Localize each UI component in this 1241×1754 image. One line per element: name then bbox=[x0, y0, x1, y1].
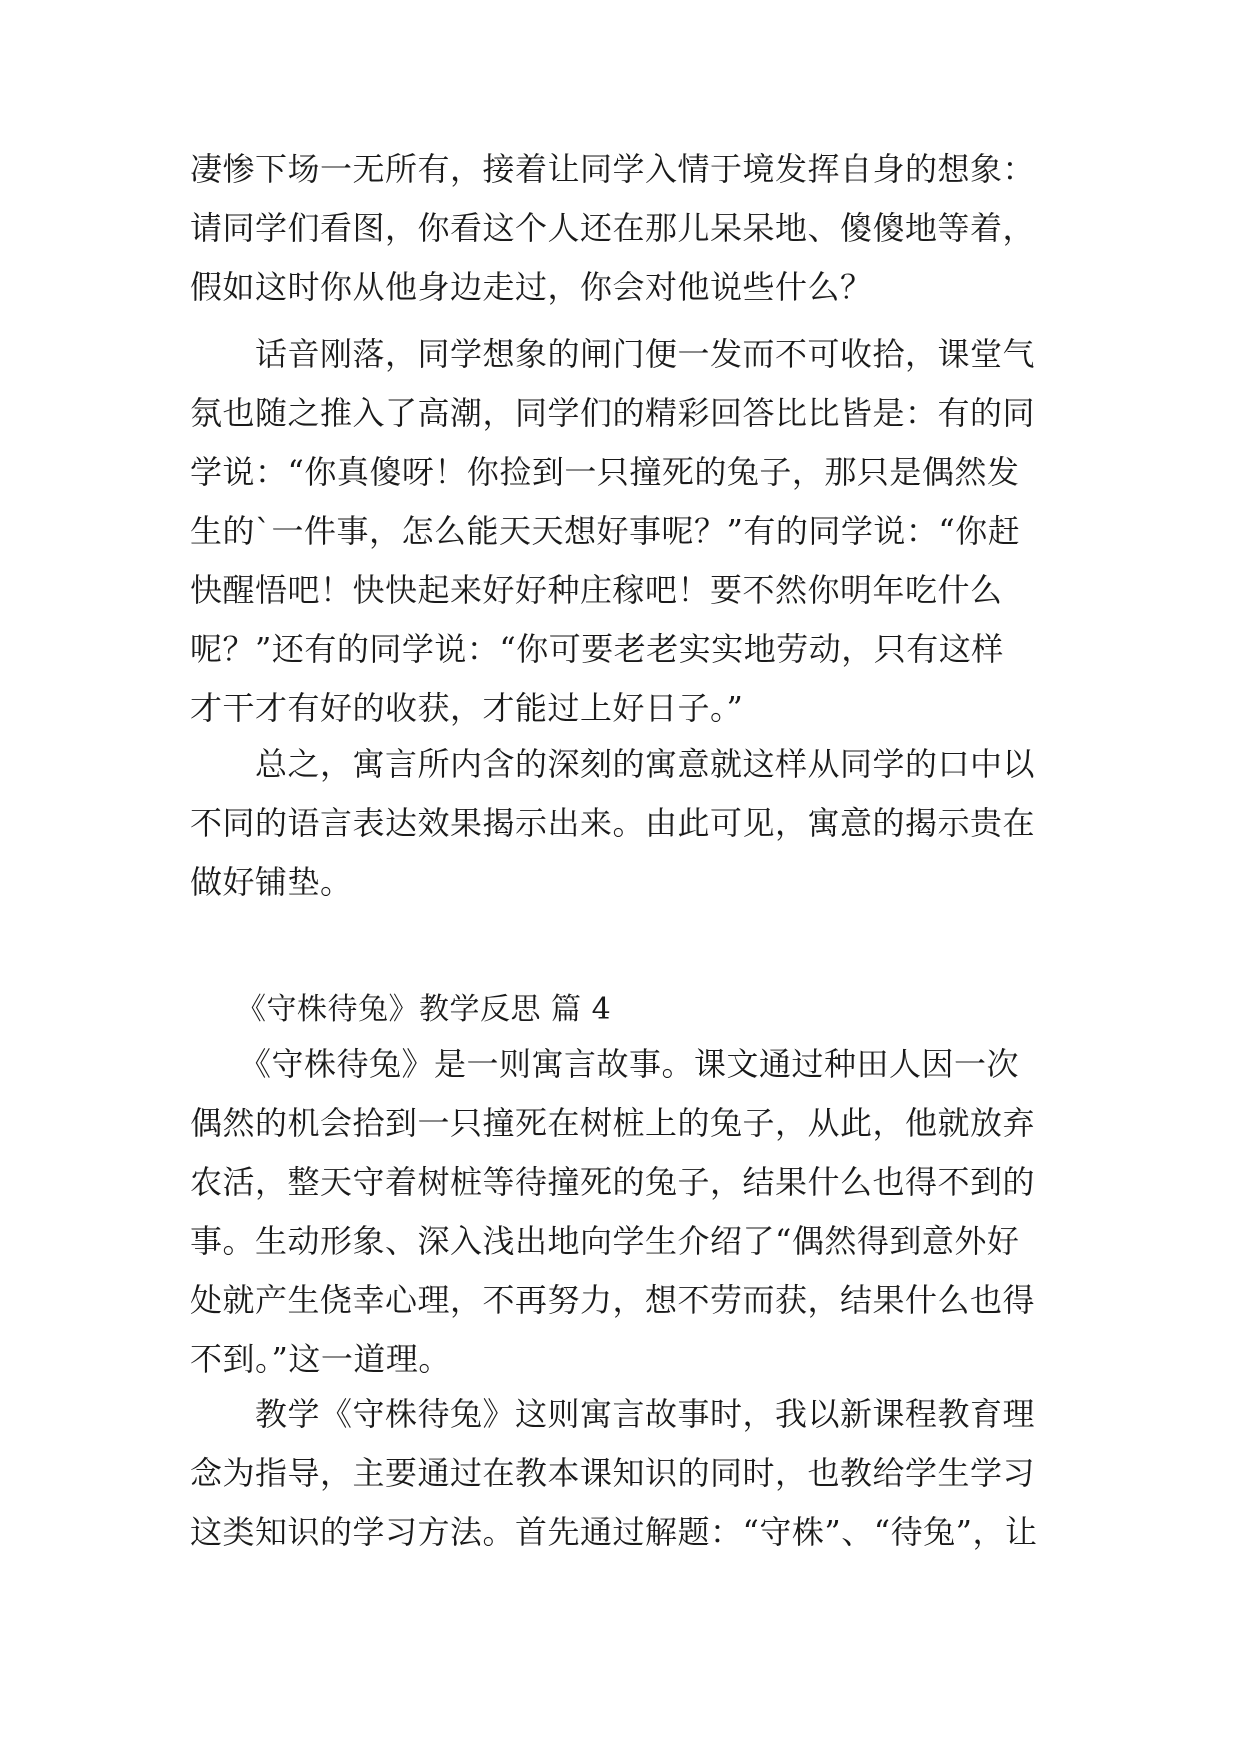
text-line: 氛也随之推入了高潮，同学们的精彩回答比比皆是：有的同 bbox=[190, 394, 1036, 432]
text-line: 话音刚落，同学想象的闸门便一发而不可收拾，课堂气 bbox=[190, 335, 1036, 373]
text-line: 做好铺垫。 bbox=[190, 863, 353, 901]
text-line: 呢？”还有的同学说：“你可要老老实实地劳动，只有这样 bbox=[190, 630, 1004, 668]
section-heading bbox=[190, 980, 1050, 1039]
section-title: 《守株待兔》教学反思 篇 4 bbox=[190, 992, 612, 1027]
text-line: 假如这时你从他身边走过，你会对他说些什么？ bbox=[190, 268, 873, 306]
text-line: 生的`一件事，怎么能天天想好事呢？”有的同学说：“你赶 bbox=[190, 512, 1021, 550]
text-line: 凄惨下场一无所有，接着让同学入情于境发挥自身的想象： bbox=[190, 150, 1036, 188]
paragraph-teaching-method bbox=[190, 1385, 1050, 1562]
text-line: 学说：“你真傻呀！你捡到一只撞死的兔子，那只是偶然发 bbox=[190, 453, 1020, 491]
text-line: 处就产生侥幸心理，不再努力，想不劳而获，结果什么也得 bbox=[190, 1281, 1036, 1319]
text-line: 事。生动形象、深入浅出地向学生介绍了“偶然得到意外好 bbox=[190, 1222, 1020, 1260]
text-line: 这类知识的学习方法。首先通过解题：“守株”、“待兔”，让 bbox=[190, 1513, 1038, 1551]
paragraph-continuation bbox=[190, 140, 1050, 317]
text-line: 总之，寓言所内含的深刻的寓意就这样从同学的口中以 bbox=[190, 745, 1036, 783]
text-line: 教学《守株待兔》这则寓言故事时，我以新课程教育理 bbox=[190, 1395, 1036, 1433]
text-line: 不到。”这一道理。 bbox=[190, 1340, 451, 1378]
text-line: 《守株待兔》是一则寓言故事。课文通过种田人因一次 bbox=[190, 1045, 1020, 1083]
text-line: 偶然的机会拾到一只撞死在树桩上的兔子，从此，他就放弃 bbox=[190, 1104, 1036, 1142]
text-line: 农活，整天守着树桩等待撞死的兔子，结果什么也得不到的 bbox=[190, 1163, 1036, 1201]
paragraph-class-discussion bbox=[190, 325, 1050, 738]
text-line: 不同的语言表达效果揭示出来。由此可见，寓意的揭示贵在 bbox=[190, 804, 1036, 842]
text-line: 念为指导，主要通过在教本课知识的同时，也教给学生学习 bbox=[190, 1454, 1036, 1492]
text-line: 请同学们看图，你看这个人还在那儿呆呆地、傻傻地等着， bbox=[190, 209, 1036, 247]
paragraph-story-intro bbox=[190, 1035, 1050, 1389]
text-line: 才干才有好的收获，才能过上好日子。” bbox=[190, 689, 744, 727]
text-line: 快醒悟吧！快快起来好好种庄稼吧！要不然你明年吃什么 bbox=[190, 571, 1003, 609]
paragraph-summary bbox=[190, 735, 1050, 912]
